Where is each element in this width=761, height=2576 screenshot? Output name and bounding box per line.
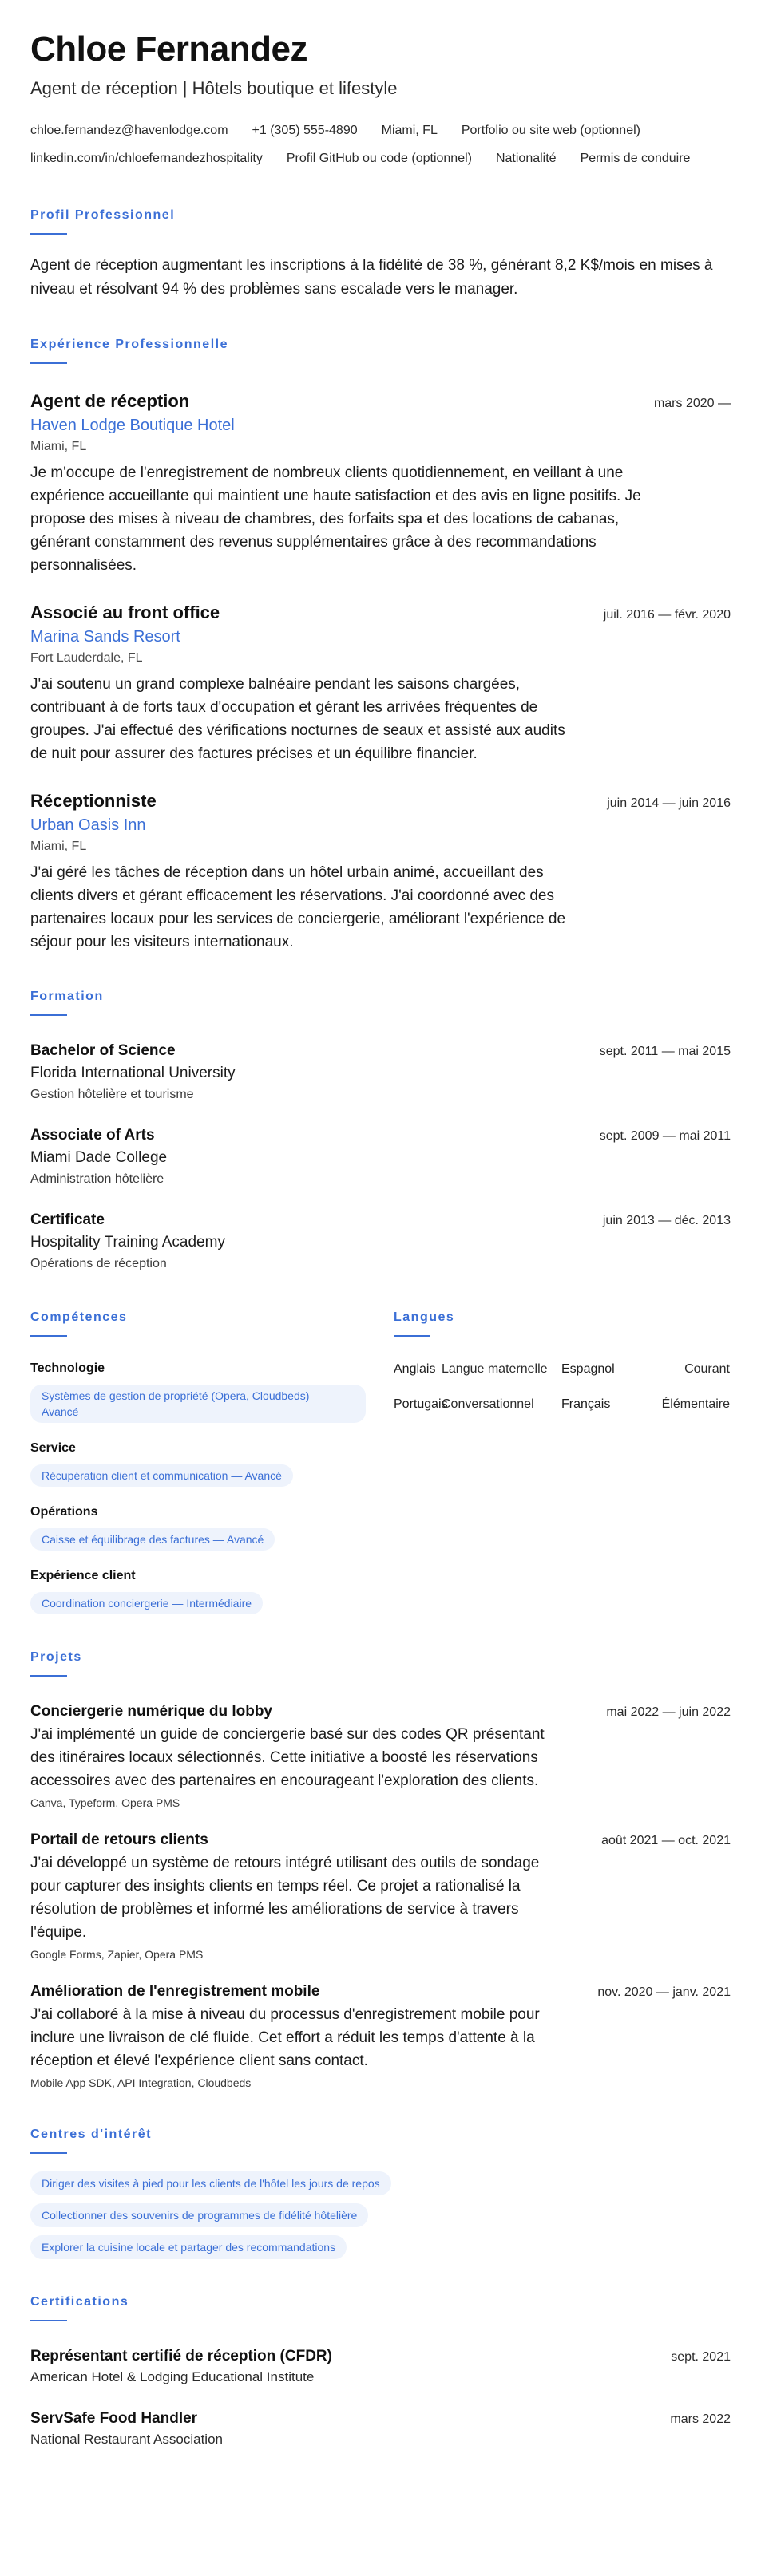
contact-github[interactable]: Profil GitHub ou code (optionnel): [286, 152, 472, 165]
section-title-profile: Profil Professionnel: [30, 208, 176, 222]
section-title-projects: Projets: [30, 1650, 82, 1664]
contact-license: Permis de conduire: [580, 152, 691, 165]
contact-nationality: Nationalité: [495, 152, 557, 165]
skill-category: Opérations: [30, 1505, 98, 1519]
company-name: Urban Oasis Inn: [30, 816, 146, 834]
project-description: J'ai développé un système de retours intégré utilisant des outils de sondage pour capturer des insights clients en temps réel. Ce projet a rationalisé la résolution de problèmes et informé les améliorations de service à travers l'équipe.: [30, 1855, 540, 1941]
experience-entry: [30, 601, 731, 765]
project-description: J'ai collaboré à la mise à niveau du processus d'enregistrement mobile pour inclure une livraison de clé fluide. Cet effort a réduit les temps d'attente à la réception et élevé l'expérience client sans contact.: [30, 2006, 540, 2069]
job-dates: mars 2020 —: [653, 397, 731, 410]
candidate-headline: Agent de réception | Hôtels boutique et lifestyle: [30, 78, 398, 98]
language-list: [394, 1361, 730, 1413]
language-level: Langue maternelle: [442, 1362, 548, 1376]
education-entry: [30, 1040, 731, 1105]
skill-chip: Coordination conciergerie — Intermédiaire: [30, 1592, 263, 1614]
language-name: Espagnol: [561, 1362, 615, 1376]
section-title-languages: Langues: [394, 1310, 455, 1324]
job-description: J'ai géré les tâches de réception dans un hôtel urbain animé, accueillant des clients divers et gérant efficacement les réservations. J'ai coordonné avec des partenaires locaux pour les services de conciergerie, améliorant l'expérience de séjour pour les visiteurs internationaux.: [30, 864, 566, 950]
profile-section: [30, 207, 731, 302]
skill-chip: Récupération client et communication — Avancé: [30, 1464, 293, 1487]
skill-group: [30, 1567, 394, 1614]
skill-category: Technologie: [30, 1361, 105, 1375]
section-title-interests: Centres d'intérêt: [30, 2128, 152, 2141]
project-tech: Mobile App SDK, API Integration, Cloudbeds: [30, 2076, 252, 2089]
skill-category: Expérience client: [30, 1569, 136, 1582]
project-entry: [30, 1701, 731, 1811]
certification-name: ServSafe Food Handler: [30, 2410, 198, 2427]
certification-name: Représentant certifié de réception (CFDR): [30, 2348, 332, 2365]
project-dates: nov. 2020 — janv. 2021: [597, 1985, 731, 1999]
job-location: Miami, FL: [30, 440, 87, 453]
interest-list: [30, 2171, 731, 2259]
project-description: J'ai implémenté un guide de conciergerie basé sur des codes QR présentant des itinéraires locaux sélectionnés. Cette initiative a boosté les réservations accessoires avec des partenaires en encourageant l'exploration des clients.: [30, 1726, 545, 1789]
skill-category: Service: [30, 1441, 76, 1455]
job-title: Agent de réception: [30, 391, 190, 411]
skill-group: [30, 1359, 394, 1423]
projects-section: [30, 1650, 731, 2092]
interest-chip: Collectionner des souvenirs de programmes de fidélité hôtelière: [30, 2203, 368, 2227]
section-title-education: Formation: [30, 990, 104, 1003]
project-tech: Google Forms, Zapier, Opera PMS: [30, 1948, 204, 1961]
project-dates: août 2021 — oct. 2021: [601, 1834, 731, 1847]
company-name: Haven Lodge Boutique Hotel: [30, 417, 235, 434]
language-name: Anglais: [394, 1362, 436, 1376]
language-level: Élémentaire: [661, 1397, 730, 1411]
job-description: Je m'occupe de l'enregistrement de nombreux clients quotidiennement, en veillant à une expérience accueillante qui maintient une haute satisfaction et des avis en ligne positifs. Je propose des mises à niveau de chambres, des forfaits spa et des locations de cabanas, générant constamment des revenus supplémentaires grâce à des recommandations personnalisées.: [30, 464, 641, 574]
degree-name: Certificate: [30, 1211, 105, 1228]
contact-phone[interactable]: +1 (305) 555-4890: [252, 124, 358, 137]
languages-section: [394, 1310, 730, 1614]
contact-email[interactable]: chloe.fernandez@havenlodge.com: [30, 124, 228, 137]
certification-issuer: American Hotel & Lodging Educational Institute: [30, 2369, 315, 2384]
profile-summary: Agent de réception augmentant les inscriptions à la fidélité de 38 %, générant 8,2 K$/mois en mises à niveau et résolvant 94 % des problèmes sans escalade vers le manager.: [30, 257, 713, 298]
project-title: Amélioration de l'enregistrement mobile: [30, 1983, 320, 2000]
company-name: Marina Sands Resort: [30, 628, 180, 646]
education-entry: [30, 1124, 731, 1190]
contact-list: [30, 117, 717, 172]
certification-date: mars 2022: [670, 2412, 731, 2426]
skills-languages-row: [30, 1310, 731, 1614]
section-divider: [30, 1675, 67, 1677]
job-title: Réceptionniste: [30, 791, 157, 811]
contact-linkedin[interactable]: linkedin.com/in/chloefernandezhospitality: [30, 152, 263, 165]
job-dates: juil. 2016 — févr. 2020: [603, 608, 731, 622]
certification-entry: [30, 2345, 731, 2387]
skill-chip: Systèmes de gestion de propriété (Opera, Cloudbeds) — Avancé: [30, 1385, 366, 1423]
section-divider: [30, 2152, 67, 2154]
section-divider: [30, 1014, 67, 1016]
education-entry: [30, 1209, 731, 1274]
contact-portfolio[interactable]: Portfolio ou site web (optionnel): [461, 124, 640, 137]
job-description: J'ai soutenu un grand complexe balnéaire pendant les saisons chargées, contribuant à de forts taux d'occupation et gérant les arrivées fréquentes de groupes. J'ai effectué des vérifications nocturnes de seaux et assisté aux audits de nuit pour assurer des factures précises et un équilibre financier.: [30, 676, 565, 762]
section-divider: [30, 362, 67, 364]
job-title: Associé au front office: [30, 603, 220, 622]
language-level: Courant: [684, 1362, 730, 1376]
project-title: Conciergerie numérique du lobby: [30, 1703, 272, 1720]
experience-entry: [30, 389, 731, 577]
interests-section: [30, 2127, 731, 2259]
certifications-section: [30, 2294, 731, 2449]
certification-issuer: National Restaurant Association: [30, 2432, 223, 2447]
project-dates: mai 2022 — juin 2022: [606, 1705, 731, 1719]
section-divider: [30, 233, 67, 235]
section-divider: [30, 2320, 67, 2321]
experience-entry: [30, 789, 731, 954]
section-divider: [394, 1335, 430, 1337]
education-dates: juin 2013 — déc. 2013: [602, 1214, 731, 1227]
interest-chip: Diriger des visites à pied pour les clients de l'hôtel les jours de repos: [30, 2171, 391, 2195]
skill-group: [30, 1439, 394, 1487]
section-title-certifications: Certifications: [30, 2295, 129, 2309]
field-of-study: Gestion hôtelière et tourisme: [30, 1088, 194, 1101]
school-name: Miami Dade College: [30, 1149, 168, 1166]
contact-location: Miami, FL: [381, 124, 438, 137]
education-section: [30, 989, 731, 1274]
degree-name: Associate of Arts: [30, 1127, 155, 1144]
resume-header: [30, 29, 731, 172]
experience-section: [30, 337, 731, 954]
project-title: Portail de retours clients: [30, 1831, 208, 1848]
section-title-experience: Expérience Professionnelle: [30, 338, 228, 351]
skill-group: [30, 1503, 394, 1551]
certification-entry: [30, 2408, 731, 2449]
skill-chip: Caisse et équilibrage des factures — Avancé: [30, 1528, 275, 1551]
field-of-study: Administration hôtelière: [30, 1172, 164, 1186]
degree-name: Bachelor of Science: [30, 1042, 176, 1059]
education-dates: sept. 2009 — mai 2011: [599, 1129, 731, 1143]
interest-chip: Explorer la cuisine locale et partager des recommandations: [30, 2235, 347, 2259]
language-name: Français: [561, 1397, 611, 1411]
language-level: Conversationnel: [442, 1397, 534, 1411]
school-name: Hospitality Training Academy: [30, 1234, 225, 1250]
field-of-study: Opérations de réception: [30, 1257, 167, 1270]
job-dates: juin 2014 — juin 2016: [607, 796, 731, 810]
school-name: Florida International University: [30, 1065, 236, 1081]
language-name: Portugais: [394, 1397, 448, 1411]
education-dates: sept. 2011 — mai 2015: [599, 1045, 731, 1058]
project-entry: [30, 1981, 731, 2092]
section-title-skills: Compétences: [30, 1310, 128, 1324]
project-entry: [30, 1829, 731, 1963]
project-tech: Canva, Typeform, Opera PMS: [30, 1796, 180, 1809]
section-divider: [30, 1335, 67, 1337]
candidate-name: Chloe Fernandez: [30, 30, 307, 69]
job-location: Fort Lauderdale, FL: [30, 651, 143, 665]
job-location: Miami, FL: [30, 840, 87, 853]
skills-section: [30, 1310, 394, 1614]
certification-date: sept. 2021: [671, 2350, 731, 2364]
